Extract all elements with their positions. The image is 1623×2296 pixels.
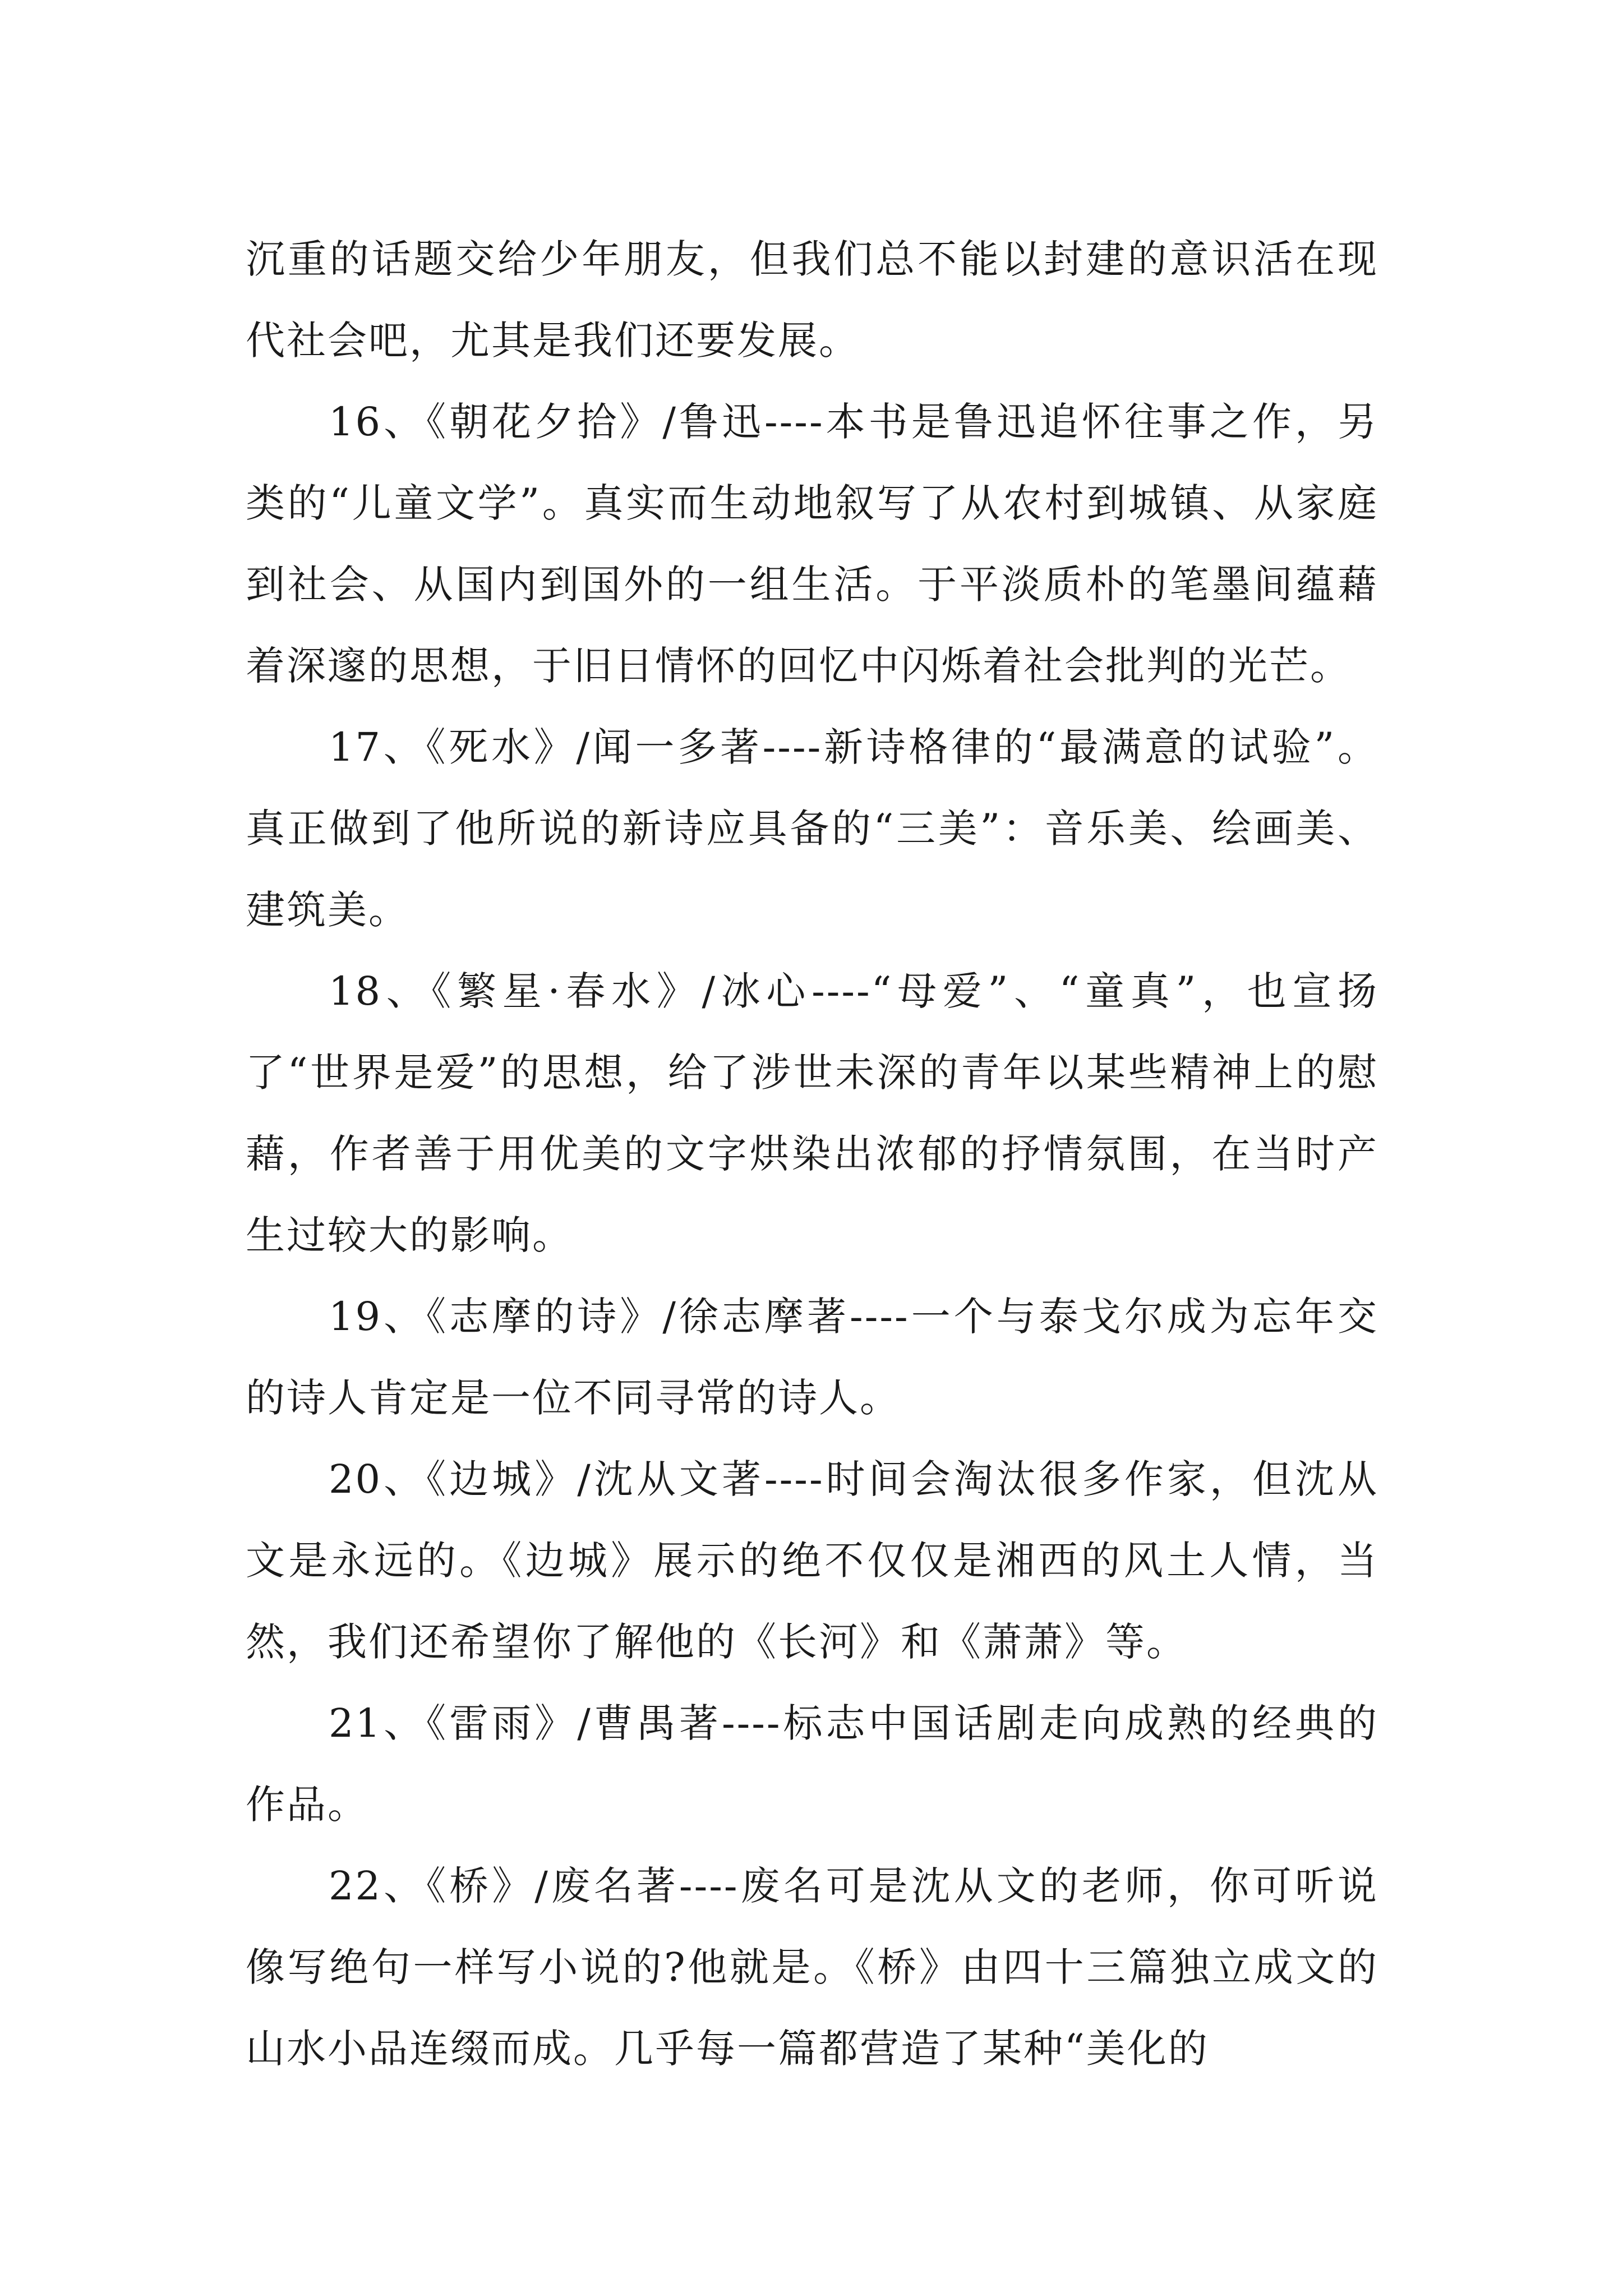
paragraph-item-21: 21、《雷雨》/曹禺著----标志中国话剧走向成熟的经典的作品。 <box>246 1700 1378 1828</box>
paragraph-15-continuation: 沉重的话题交给少年朋友，但我们总不能以封建的意识活在现代社会吧，尤其是我们还要发展。 <box>246 236 1378 364</box>
paragraph-item-16: 16、《朝花夕拾》/鲁迅----本书是鲁迅追怀往事之作，另类的“儿童文学”。真实而生动地叙写了从农村到城镇、从家庭到社会、从国内到国外的一组生活。于平淡质朴的笔墨间蕴藉着深邃的思想，于旧日情怀的回忆中闪烁着社会批判的光芒。 <box>246 399 1378 689</box>
paragraph-item-22: 22、《桥》/废名著----废名可是沈从文的老师，你可听说像写绝句一样写小说的?他就是。《桥》由四十三篇独立成文的山水小品连缀而成。几乎每一篇都营造了某种“美化的 <box>246 1863 1378 2072</box>
document-body <box>246 219 1378 2090</box>
paragraph-item-20: 20、《边城》/沈从文著----时间会淘汰很多作家，但沈从文是永远的。《边城》展示的绝不仅仅是湘西的风土人情，当然，我们还希望你了解他的《长河》和《萧萧》等。 <box>246 1456 1378 1665</box>
paragraph-item-17: 17、《死水》/闻一多著----新诗格律的“最满意的试验”。真正做到了他所说的新诗应具备的“三美”：音乐美、绘画美、建筑美。 <box>246 724 1378 933</box>
paragraph-item-18: 18、《繁星·春水》/冰心----“母爱”、“童真”，也宣扬了“世界是爱”的思想，给了涉世未深的青年以某些精神上的慰藉，作者善于用优美的文字烘染出浓郁的抒情氛围，在当时产生过较大的影响。 <box>246 968 1378 1258</box>
paragraph-item-19: 19、《志摩的诗》/徐志摩著----一个与泰戈尔成为忘年交的诗人肯定是一位不同寻常的诗人。 <box>246 1294 1378 1421</box>
